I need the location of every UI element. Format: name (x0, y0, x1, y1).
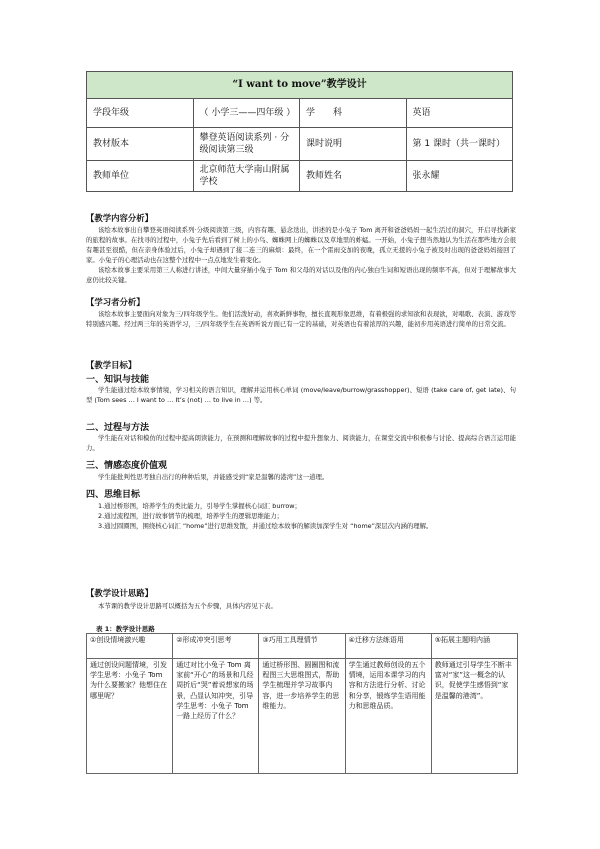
info-label-subject: 学 科 (300, 99, 407, 128)
learner-analysis-paragraph: 该绘本故事主要面向对象为三/四年级学生。他们活泼好动，喜欢新鲜事物，擅长直观形象思维，有着极强的求知欲和表现欲，对唱歌、表演、游戏等特别感兴趣。经过两三年的英语学习，三/四年级学生在英语听说方面已有一定的基础，对英语也有着浓厚的兴趣，能初步用英语进行简单的日常交流。 (86, 310, 516, 328)
objective-2-body (86, 433, 516, 453)
objective-3-body (86, 472, 516, 482)
design-intro-body (86, 601, 516, 611)
objective-4-body (86, 501, 516, 531)
objective-1-title: 一、知识与技能 (86, 375, 150, 385)
objectives-heading: 【教学目标】 (86, 360, 137, 370)
objective-2-text: 学生能在对话和模仿的过程中提高朗读能力，在预测和理解故事的过程中提升想象力、阅读能力，在课堂交流中积极参与讨论、提高综合语言运用能力。 (86, 434, 516, 452)
learner-analysis-heading: 【学习者分析】 (86, 297, 145, 307)
content-analysis-paragraph-1: 该绘本故事出自攀登英语阅读系列·分级阅读第三级，内容有趣、悬念迭出，讲述的是小兔子 Tom 离开和爸爸妈妈一起生活过的洞穴，开启寻找新家的旅程的故事。在找寻的过程中，小兔子先后看到了树上的小鸟、蜘蛛网上的蜘蛛以及草地里的蚱蜢。一开始，小兔子想当然地认为生活在那些地方会很有趣甚至很酷，但在亲身体验过后，小兔子却遇到了接二连三的麻烦：最终，在一个雷雨交加的夜晚，孤立无援的小兔子被及时出现的爸爸妈妈接回了家。小兔子的心理活动也在这整个过程中一点点地发生着变化。 (86, 226, 516, 264)
info-label-lesson: 课时说明 (300, 128, 407, 161)
info-value-grade: （ 小学三——四年级 ） (193, 99, 300, 128)
objective-3-text: 学生能批判性思考独自出行的种种后果，并能感受到“家是温馨的港湾”这一道理。 (98, 473, 329, 481)
step-1-text: 通过创设问题情境，引发学生思考：小兔子 Tom 为什么要搬家？他想住在哪里呢？ (87, 659, 173, 774)
design-steps-table (86, 633, 518, 774)
info-label-textbook: 教材版本 (87, 128, 194, 161)
content-analysis-heading: 【教学内容分析】 (86, 213, 153, 223)
step-3-title: ③巧用工具理情节 (259, 634, 345, 659)
step-4-text: 学生通过教师创设的五个情境，运用本课学习的内容和方法进行分析、讨论和分享，锻炼学生语用能力和思维品质。 (345, 659, 431, 774)
step-3-text: 通过桥形图、圆圈图和流程图三大思维图式，帮助学生梳理并学习故事内容，进一步培养学生的思维能力。 (259, 659, 345, 774)
lesson-info-table (86, 71, 513, 192)
content-analysis-body (86, 225, 516, 285)
info-label-school: 教师单位 (87, 161, 194, 192)
info-label-teacher: 教师姓名 (300, 161, 407, 192)
objective-3-title: 三、情感态度价值观 (86, 461, 168, 471)
step-2-text: 通过对比小兔子 Tom 离家前“开心”的场景和几经周折后“哭”着说想家的场景，凸显认知冲突，引导学生思考：小兔子 Tom 一路上经历了什么？ (173, 659, 259, 774)
info-value-teacher: 张永耀 (406, 161, 513, 192)
step-5-title: ⑤拓展主题明内涵 (431, 634, 517, 659)
info-value-lesson: 第 1 课时（共一课时） (406, 128, 513, 161)
info-value-school: 北京师范大学南山附属学校 (193, 161, 300, 192)
info-value-subject: 英语 (406, 99, 513, 128)
objective-1-body (86, 385, 516, 405)
document-title: “I want to move”教学设计 (87, 72, 513, 99)
design-heading: 【教学设计思路】 (86, 588, 153, 598)
info-value-textbook: 攀登英语阅读系列 · 分级阅读第三级 (193, 128, 300, 161)
learner-analysis-body (86, 309, 516, 329)
step-5-text: 教师通过引导学生不断丰富对“家”这一概念的认识，促使学生感悟到“家是温馨的港湾”。 (431, 659, 517, 774)
thinking-goal-item-1: 1.通过桥形图，培养学生的类比能力，引导学生掌握核心词汇 burrow； (98, 502, 301, 510)
objective-1-text: 学生能通过绘本故事情境，学习相关的语言知识，理解并运用核心单词 (move/leave/burrow/grasshopper)、短语 (take care of, get late)、句型 (Tom sees … I want to … It’s (not) … to live in …) 等。 (86, 386, 516, 404)
info-label-grade: 学段年级 (87, 99, 194, 128)
thinking-goal-item-3: 3.通过圆圈图，围绕核心词汇 “home”进行思维发散，并通过绘本故事的解读加深学生对 “home”深层次内涵的理解。 (98, 522, 433, 530)
step-1-title: ①创设情境激兴趣 (87, 634, 173, 659)
step-2-title: ②形成冲突引思考 (173, 634, 259, 659)
objective-4-title: 四、思维目标 (86, 490, 141, 500)
table-caption: 表 1：教学设计思路 (96, 625, 155, 633)
design-intro: 本节课的教学设计思路可以概括为五个步骤，具体内容见下表。 (98, 602, 277, 610)
thinking-goal-item-2: 2.通过流程图，进行故事情节的梳理，培养学生的逻辑思维能力； (98, 512, 284, 520)
content-analysis-paragraph-2: 该绘本故事主要采用第三人称进行讲述，中间大量穿插小兔子 Tom 和父母的对话以及他的内心独白生词和短语出现的频率不高，但对于理解故事大意仍比较关键。 (86, 266, 516, 284)
objective-2-title: 二、过程与方法 (86, 423, 150, 433)
step-4-title: ④迁移方法练语用 (345, 634, 431, 659)
